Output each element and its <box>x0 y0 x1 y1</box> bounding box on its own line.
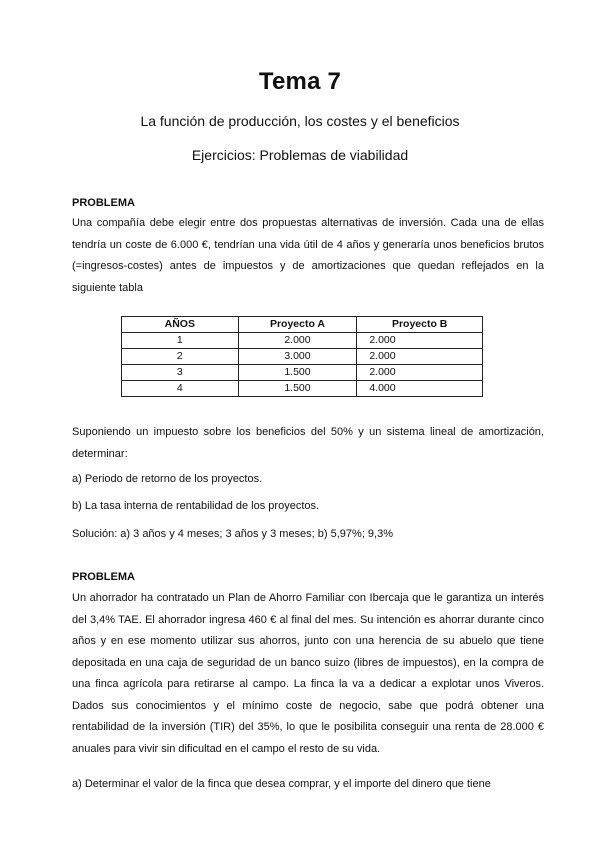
problem-1-question-b: b) La tasa interna de rentabilidad de los proyectos. <box>72 500 320 512</box>
problem-2-question-a: a) Determinar el valor de la finca que desea comprar, y el importe del dinero que tiene <box>72 778 491 790</box>
table-row <box>122 381 483 397</box>
col-header-years: AÑOS <box>122 317 239 333</box>
table-row <box>122 333 483 349</box>
cell-project-b: 2.000 <box>357 333 483 349</box>
problem-1-heading: PROBLEMA <box>72 197 135 209</box>
cell-year: 3 <box>122 365 239 381</box>
cell-project-b: 4.000 <box>357 381 483 397</box>
table-row <box>122 365 483 381</box>
problem-1-question-a: a) Periodo de retorno de los proyectos. <box>72 473 263 485</box>
problem-1-assumption: Suponiendo un impuesto sobre los beneficios del 50% y un sistema lineal de amortización, determinar: <box>72 426 544 460</box>
projects-table <box>121 316 483 397</box>
col-header-project-b: Proyecto B <box>357 317 483 333</box>
cell-project-a: 2.000 <box>238 333 357 349</box>
subtitle-topic: La función de producción, los costes y el beneficios <box>140 113 460 129</box>
col-header-project-a: Proyecto A <box>238 317 357 333</box>
cell-project-b: 2.000 <box>357 349 483 365</box>
cell-project-a: 3.000 <box>238 349 357 365</box>
subtitle-exercises: Ejercicios: Problemas de viabilidad <box>191 147 409 163</box>
cell-year: 1 <box>122 333 239 349</box>
cell-project-a: 1.500 <box>238 381 357 397</box>
table-row <box>122 349 483 365</box>
problem-1-intro: Una compañía debe elegir entre dos propuestas alternativas de inversión. Cada una de ellas tendría un coste de 6.000 €, tendrían una vida útil de 4 años y generaría unos beneficios brutos (=ingresos-costes) antes de impuestos y de amortizaciones que quedan reflejados en la siguiente tabla <box>72 217 544 294</box>
problem-1-solution: Solución: a) 3 años y 4 meses; 3 años y 3 meses; b) 5,97%; 9,3% <box>72 528 394 540</box>
table-header-row <box>122 317 483 333</box>
problem-2-heading: PROBLEMA <box>72 571 135 583</box>
problem-2-body: Un ahorrador ha contratado un Plan de Ahorro Familiar con Ibercaja que le garantiza un interés del 3,4% TAE. El ahorrador ingresa 460 € al final del mes. Su intención es ahorrar durante cinco años y en ese momento utilizar sus ahorros, junto con una herencia de su abuelo que tiene depositada en una caja de seguridad de un banco suizo (libres de impuestos), en la compra de una finca agrícola para retirarse al campo. La finca la va a dedicar a explotar unos Viveros. Dados sus conocimientos y el mínimo coste de negocio, sabe que podrá obtener una rentabilidad de la inversión (TIR) del 35%, lo que le posibilita conseguir una renta de 28.000 € anuales para vivir sin dificultad en el campo el resto de su vida. <box>72 592 544 755</box>
cell-year: 2 <box>122 349 239 365</box>
cell-year: 4 <box>122 381 239 397</box>
page-title: Tema 7 <box>258 68 342 95</box>
cell-project-b: 2.000 <box>357 365 483 381</box>
cell-project-a: 1.500 <box>238 365 357 381</box>
